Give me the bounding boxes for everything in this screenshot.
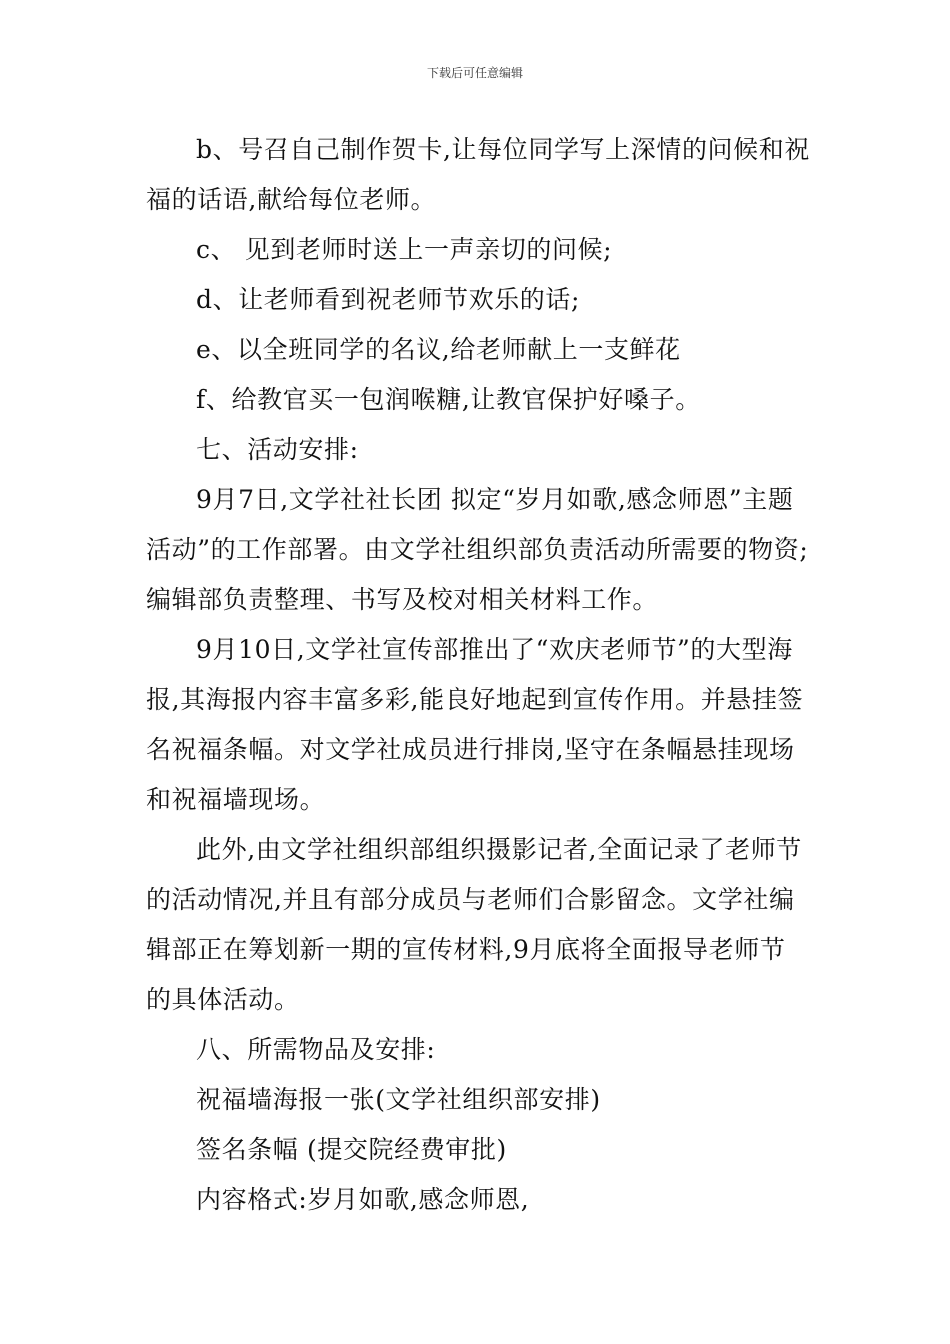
- section-heading-required-items: 八、所需物品及安排:: [196, 1035, 436, 1064]
- paragraph-c: c、 见到老师时送上一声亲切的问候;: [196, 235, 613, 264]
- paragraph-sept-7: 9月7日,文学社社长团 拟定“岁月如歌,感念师恩”主题活动”的工作部署。由文学社组织部负责活动所需要的物资;编辑部负责整理、书写及校对相关材料工作。: [146, 485, 809, 614]
- document-body: [146, 125, 811, 1225]
- paragraph-b: b、号召自己制作贺卡,让每位同学写上深情的问候和祝福的话语,献给每位老师。: [146, 135, 810, 214]
- item-blessing-wall-poster: 祝福墙海报一张(文学社组织部安排): [196, 1085, 601, 1114]
- paragraph-d: d、让老师看到祝老师节欢乐的话;: [196, 285, 581, 314]
- item-content-format: 内容格式:岁月如歌,感念师恩,: [196, 1185, 530, 1214]
- page-header-note: 下载后可任意编辑: [426, 66, 523, 80]
- section-heading-activity-schedule: 七、活动安排:: [196, 435, 359, 464]
- paragraph-additionally: 此外,由文学社组织部组织摄影记者,全面记录了老师节的活动情况,并且有部分成员与老师们合影留念。文学社编辑部正在筹划新一期的宣传材料,9月底将全面报导老师节的具体活动。: [146, 835, 802, 1014]
- paragraph-e: e、以全班同学的名议,给老师献上一支鲜花: [196, 335, 681, 364]
- item-signature-banner: 签名条幅 (提交院经费审批): [196, 1135, 507, 1164]
- paragraph-sept-10: 9月10日,文学社宣传部推出了“欢庆老师节”的大型海报,其海报内容丰富多彩,能良好地起到宣传作用。并悬挂签名祝福条幅。对文学社成员进行排岗,坚守在条幅悬挂现场和祝福墙现场。: [146, 635, 804, 814]
- paragraph-f: f、给教官买一包润喉糖,让教官保护好嗓子。: [196, 385, 701, 414]
